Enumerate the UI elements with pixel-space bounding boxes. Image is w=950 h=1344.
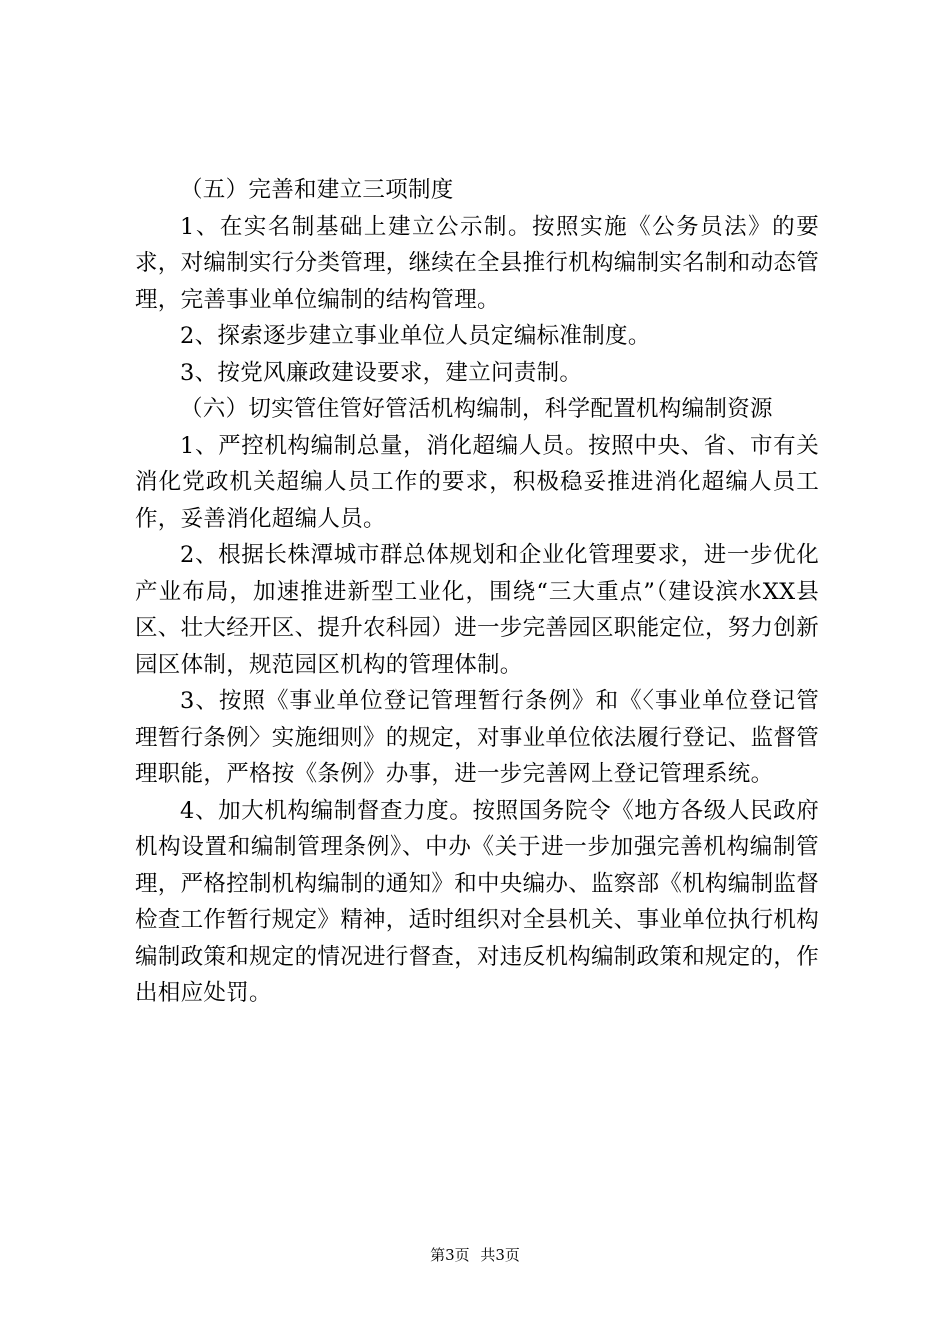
page-number-total: 共3页 <box>480 1246 520 1264</box>
paragraph: 3、按党风廉政建设要求，建立问责制。 <box>180 359 583 386</box>
page-footer <box>0 1245 950 1265</box>
page-number-current: 第3页 <box>430 1246 470 1264</box>
paragraph: 2、根据长株潭城市群总体规划和企业化管理要求，进一步优化产业布局，加速推进新型工业化，围绕“三大重点”（建设滨水XX县区、壮大经开区、提升农科园）进一步完善园区职能定位，努力创新园区体制，规范园区机构的管理体制。 <box>135 542 820 678</box>
section-heading-five: （五）完善和建立三项制度 <box>180 177 454 203</box>
section-heading-six: （六）切实管住管好管活机构编制，科学配置机构编制资源 <box>180 396 773 422</box>
paragraph: 2、探索逐步建立事业单位人员定编标准制度。 <box>180 323 651 349</box>
document-body <box>135 172 819 1012</box>
paragraph: 3、按照《事业单位登记管理暂行条例》和《〈事业单位登记管理暂行条例〉实施细则》的规定，对事业单位依法履行登记、监督管理职能，严格按《条例》办事，进一步完善网上登记管理系统。 <box>135 688 820 787</box>
paragraph: 1、在实名制基础上建立公示制。按照实施《公务员法》的要求，对编制实行分类管理，继续在全县推行机构编制实名制和动态管理，完善事业单位编制的结构管理。 <box>135 213 820 313</box>
paragraph: 4、加大机构编制督查力度。按照国务院令《地方各级人民政府机构设置和编制管理条例》、中办《关于进一步加强完善机构编制管理，严格控制机构编制的通知》和中央编办、监察部《机构编制监督检查工作暂行规定》精神，适时组织对全县机关、事业单位执行机构编制政策和规定的情况进行督查，对违反机构编制政策和规定的，作出相应处罚。 <box>135 797 820 1006</box>
paragraph: 1、严控机构编制总量，消化超编人员。按照中央、省、市有关消化党政机关超编人员工作的要求，积极稳妥推进消化超编人员工作，妥善消化超编人员。 <box>135 432 819 532</box>
